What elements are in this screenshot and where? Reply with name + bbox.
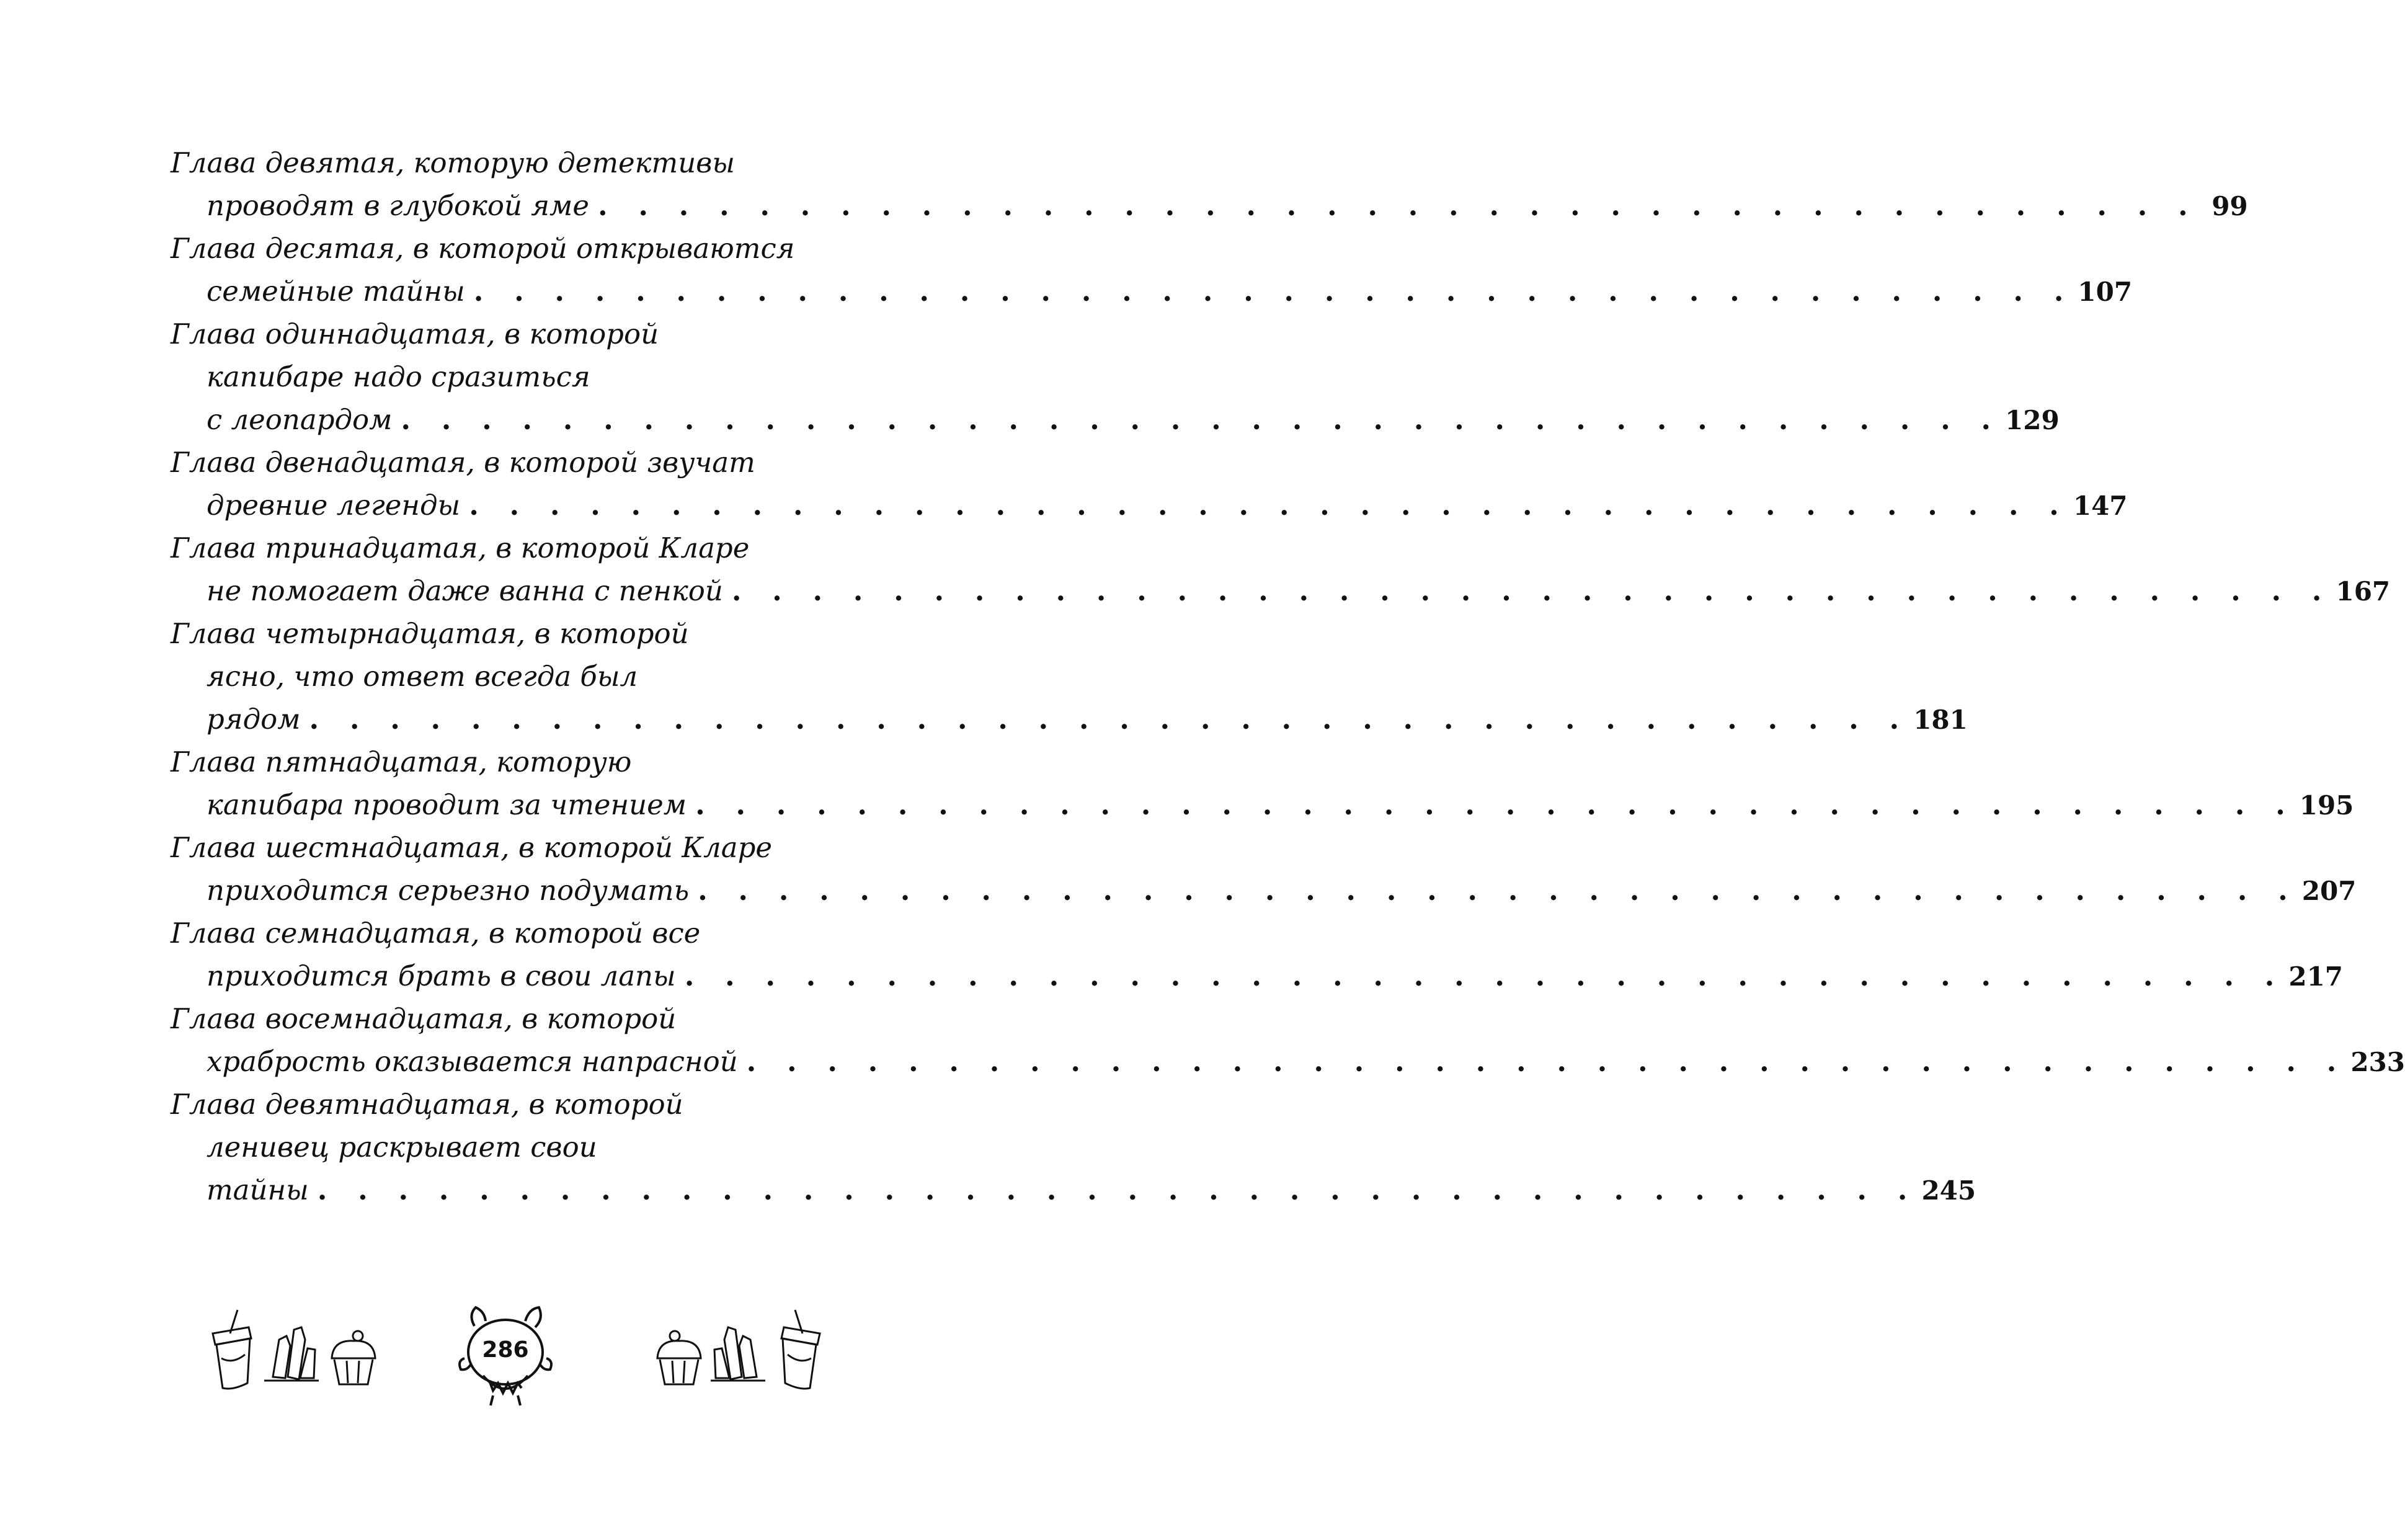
toc-page-number: 147 — [2073, 491, 2128, 521]
toc-entry-text: не помогает даже ванна с пенкой — [207, 574, 723, 607]
toc-entry — [171, 997, 2405, 1083]
dot-leader: . . . . . . . . . . . . . . . . . . . . . . . . . . . . . . . . . . . . . . . . — [469, 489, 2069, 522]
drink-cup-icon — [208, 1309, 257, 1395]
crystals-icon — [707, 1321, 769, 1383]
toc-page-number: 129 — [2005, 405, 2060, 435]
cupcake-icon — [651, 1327, 707, 1389]
toc-page-number: 99 — [2212, 191, 2248, 221]
toc-entry-text: капибаре надо сразиться — [207, 360, 590, 393]
toc-page-number: 233 — [2350, 1047, 2405, 1077]
toc-entry-continuation-line — [171, 355, 847, 398]
toc-entry-text: приходится серьезно подумать — [207, 874, 690, 907]
toc-entry — [171, 227, 2133, 313]
toc-entry — [171, 441, 2128, 527]
toc-entry-title-line — [171, 527, 847, 569]
toc-page-number: 245 — [1921, 1175, 1976, 1206]
toc-entry-text: ясно, что ответ всегда был — [207, 660, 638, 693]
toc-entry-title-line — [171, 741, 847, 783]
toc-entry-title-line — [171, 227, 847, 270]
toc-entry — [171, 826, 2357, 912]
toc-entry-continuation-line — [171, 569, 2391, 612]
toc-entry-continuation-line — [171, 398, 2060, 441]
toc-entry-title-line — [171, 441, 847, 484]
toc-entry-continuation-line — [171, 955, 2344, 997]
toc-entry-text: Глава шестнадцатая, в которой Кларе — [171, 831, 773, 864]
toc-entry-continuation-line — [171, 484, 2128, 527]
toc-entry — [171, 141, 2248, 227]
toc-page-number: 195 — [2299, 790, 2354, 821]
toc-entry-continuation-line — [171, 655, 847, 698]
toc-page-number: 181 — [1913, 705, 1968, 735]
toc-entry-continuation-line — [171, 1040, 2405, 1083]
crystals-icon — [260, 1321, 322, 1383]
dot-leader: . . . . . . . . . . . . . . . . . . . . . . . . . . . . . . . . . . . . . . . . — [473, 275, 2074, 308]
dot-leader: . . . . . . . . . . . . . . . . . . . . . . . . . . . . . . . . . . . . . . . . — [695, 788, 2296, 821]
toc-entry-text: ленивец раскрывает свои — [207, 1131, 597, 1164]
toc-entry-text: Глава девятнадцатая, в которой — [171, 1088, 683, 1121]
toc-entry-continuation-line — [171, 1126, 847, 1168]
toc-entry-continuation-line — [171, 1168, 1976, 1211]
toc-entry-text: Глава тринадцатая, в которой Кларе — [171, 532, 750, 564]
toc-entry-text: с леопардом — [207, 403, 393, 436]
toc-entry-text: Глава пятнадцатая, которую — [171, 746, 632, 778]
toc-entry-continuation-line — [171, 184, 2248, 227]
toc-entry-title-line — [171, 612, 847, 655]
toc-entry-title-line — [171, 912, 847, 955]
toc-entry-title-line — [171, 141, 847, 184]
toc-entry-text: Глава восемнадцатая, в которой — [171, 1002, 677, 1035]
drink-cup-icon — [775, 1309, 825, 1395]
cupcake-icon — [326, 1327, 381, 1389]
toc-entry-text: Глава одиннадцатая, в которой — [171, 318, 659, 350]
toc-page-number: 107 — [2078, 277, 2133, 307]
toc-entry-title-line — [171, 313, 847, 355]
dot-leader: . . . . . . . . . . . . . . . . . . . . . . . . . . . . . . . . . . . . . . . . — [684, 959, 2285, 992]
toc-entry-text: храбрость оказывается напрасной — [207, 1045, 738, 1078]
page-footer — [0, 1302, 954, 1427]
toc-page-number: 217 — [2288, 961, 2344, 992]
dot-leader: . . . . . . . . . . . . . . . . . . . . . . . . . . . . . . . . . . . . . . . . — [731, 574, 2332, 607]
toc-entry-title-line — [171, 997, 847, 1040]
toc-page-number: 167 — [2336, 576, 2391, 607]
toc-entry — [171, 527, 2391, 612]
toc-entry-continuation-line — [171, 698, 1968, 741]
dot-leader: . . . . . . . . . . . . . . . . . . . . . . . . . . . . . . . . . . . . . . . . — [401, 403, 2002, 436]
toc-entry-text: древние легенды — [207, 489, 461, 522]
toc-entry-text: Глава десятая, в которой открываются — [171, 232, 795, 265]
toc-entry-text: рядом — [207, 703, 301, 736]
toc-entry — [171, 612, 1968, 741]
toc-page-number: 207 — [2301, 876, 2357, 906]
toc-entry-text: приходится брать в свои лапы — [207, 959, 676, 992]
toc-entry-title-line — [171, 1083, 847, 1126]
toc-entry-text: Глава семнадцатая, в которой все — [171, 917, 701, 950]
dot-leader: . . . . . . . . . . . . . . . . . . . . . . . . . . . . . . . . . . . . . . . . — [317, 1173, 1918, 1206]
table-of-contents — [171, 141, 2405, 1211]
toc-entry-title-line — [171, 826, 847, 869]
toc-entry — [171, 313, 2060, 441]
toc-entry — [171, 1083, 1976, 1211]
toc-entry-text: Глава двенадцатая, в которой звучат — [171, 446, 755, 479]
toc-entry-text: капибара проводит за чтением — [207, 788, 687, 821]
toc-entry-continuation-line — [171, 270, 2133, 313]
dot-leader: . . . . . . . . . . . . . . . . . . . . . . . . . . . . . . . . . . . . . . . . — [698, 874, 2298, 907]
dot-leader: . . . . . . . . . . . . . . . . . . . . . . . . . . . . . . . . . . . . . . . . — [309, 703, 1910, 736]
toc-entry-text: Глава четырнадцатая, в которой — [171, 617, 689, 650]
page-number: 286 — [482, 1337, 529, 1363]
dot-leader: . . . . . . . . . . . . . . . . . . . . . . . . . . . . . . . . . . . . . . . . — [598, 189, 2198, 222]
toc-entry — [171, 741, 2354, 826]
toc-entry-text: семейные тайны — [207, 275, 465, 308]
dot-leader: . . . . . . . . . . . . . . . . . . . . . . . . . . . . . . . . . . . . . . . . — [746, 1045, 2347, 1078]
toc-entry — [171, 912, 2344, 997]
toc-entry-text: проводят в глубокой яме — [207, 189, 589, 222]
toc-entry-continuation-line — [171, 783, 2354, 826]
toc-entry-text: тайны — [207, 1173, 309, 1206]
toc-entry-continuation-line — [171, 869, 2357, 912]
toc-entry-text: Глава девятая, которую детективы — [171, 146, 736, 179]
